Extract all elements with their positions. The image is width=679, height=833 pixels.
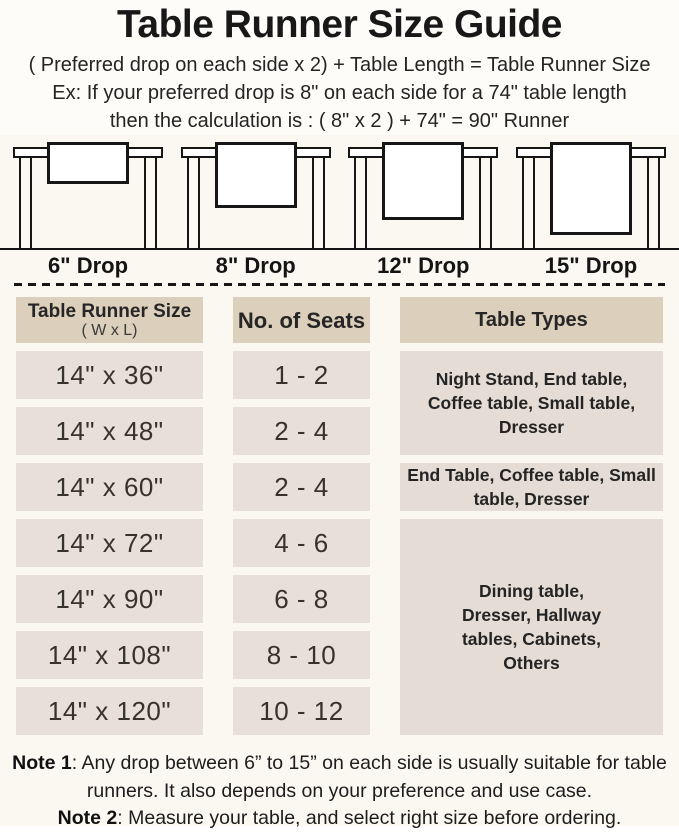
note-1-label: Note 1 (12, 752, 72, 774)
column-header-size (16, 297, 203, 343)
table-cell-seats: 10 - 12 (233, 687, 370, 735)
drop-label-12: 12" Drop (377, 253, 470, 278)
runner-rect-icon (550, 142, 632, 235)
table-leg-icon (647, 157, 660, 248)
drop-label-8: 8" Drop (215, 253, 296, 278)
runner-rect-icon (215, 142, 297, 208)
table-leg-icon (144, 157, 157, 248)
table-leg-icon (479, 157, 492, 248)
table-leg-icon (187, 157, 200, 248)
table-cell-seats: 8 - 10 (233, 631, 370, 679)
table-cell-size: 14" x 36" (16, 351, 203, 399)
header-types-label: Table Types (475, 308, 588, 331)
note-1-text: : Any drop between 6” to 15” on each side is usually suitable for table runners. It also depends on your preference and use case. (71, 752, 667, 802)
column-header-types (400, 297, 663, 343)
notes (0, 750, 679, 833)
table-types-group-small: Night Stand, End table, Coffee table, Small table, Dresser (400, 351, 663, 455)
table-leg-icon (354, 157, 367, 248)
header-size-line1: Table Runner Size (27, 300, 192, 322)
runner-rect-icon (47, 142, 129, 184)
drop-labels (0, 250, 679, 280)
example-text-line1: Ex: If your preferred drop is 8" on each side for a 74" table length (52, 82, 627, 104)
drop-illustrations (0, 140, 679, 248)
table-figure-6in-drop (13, 140, 163, 248)
header-size-line2: ( W x L) (81, 321, 138, 339)
note-2-label: Note 2 (57, 807, 118, 829)
table-cell-size: 14" x 72" (16, 519, 203, 567)
column-header-seats (233, 297, 370, 343)
table-figure-8in-drop (181, 140, 331, 248)
header-seats-label: No. of Seats (237, 307, 366, 333)
table-leg-icon (522, 157, 535, 248)
table-cell-seats: 4 - 6 (233, 519, 370, 567)
table-cell-size: 14" x 120" (16, 687, 203, 735)
page-title: Table Runner Size Guide (116, 3, 563, 46)
example-text-line2: then the calculation is : ( 8" x 2 ) + 74" = 90" Runner (109, 110, 570, 132)
table-figure-15in-drop (516, 140, 666, 248)
table-leg-icon (19, 157, 32, 248)
table-cell-size: 14" x 90" (16, 575, 203, 623)
dashed-separator (14, 283, 665, 286)
runner-rect-icon (382, 142, 464, 220)
drop-label-15: 15" Drop (544, 253, 638, 278)
table-cell-seats: 2 - 4 (233, 463, 370, 511)
table-cell-size: 14" x 108" (16, 631, 203, 679)
table-types-group-medium: End Table, Coffee table, Small table, Dresser (400, 463, 663, 511)
table-figure-12in-drop (348, 140, 498, 248)
size-table (0, 297, 679, 735)
table-cell-seats: 6 - 8 (233, 575, 370, 623)
note-2-text: : Measure your table, and select right size before ordering. (117, 807, 622, 829)
table-cell-size: 14" x 60" (16, 463, 203, 511)
table-types-group-large: Dining table, Dresser, Hallway tables, Cabinets, Others (400, 519, 663, 735)
table-leg-icon (312, 157, 325, 248)
table-cell-size: 14" x 48" (16, 407, 203, 455)
header (0, 0, 679, 135)
drop-label-6: 6" Drop (47, 253, 129, 278)
note-2 (2, 805, 677, 833)
table-cell-seats: 2 - 4 (233, 407, 370, 455)
formula-text: ( Preferred drop on each side x 2) + Table Length = Table Runner Size (28, 54, 651, 76)
table-cell-seats: 1 - 2 (233, 351, 370, 399)
note-1 (2, 750, 677, 805)
